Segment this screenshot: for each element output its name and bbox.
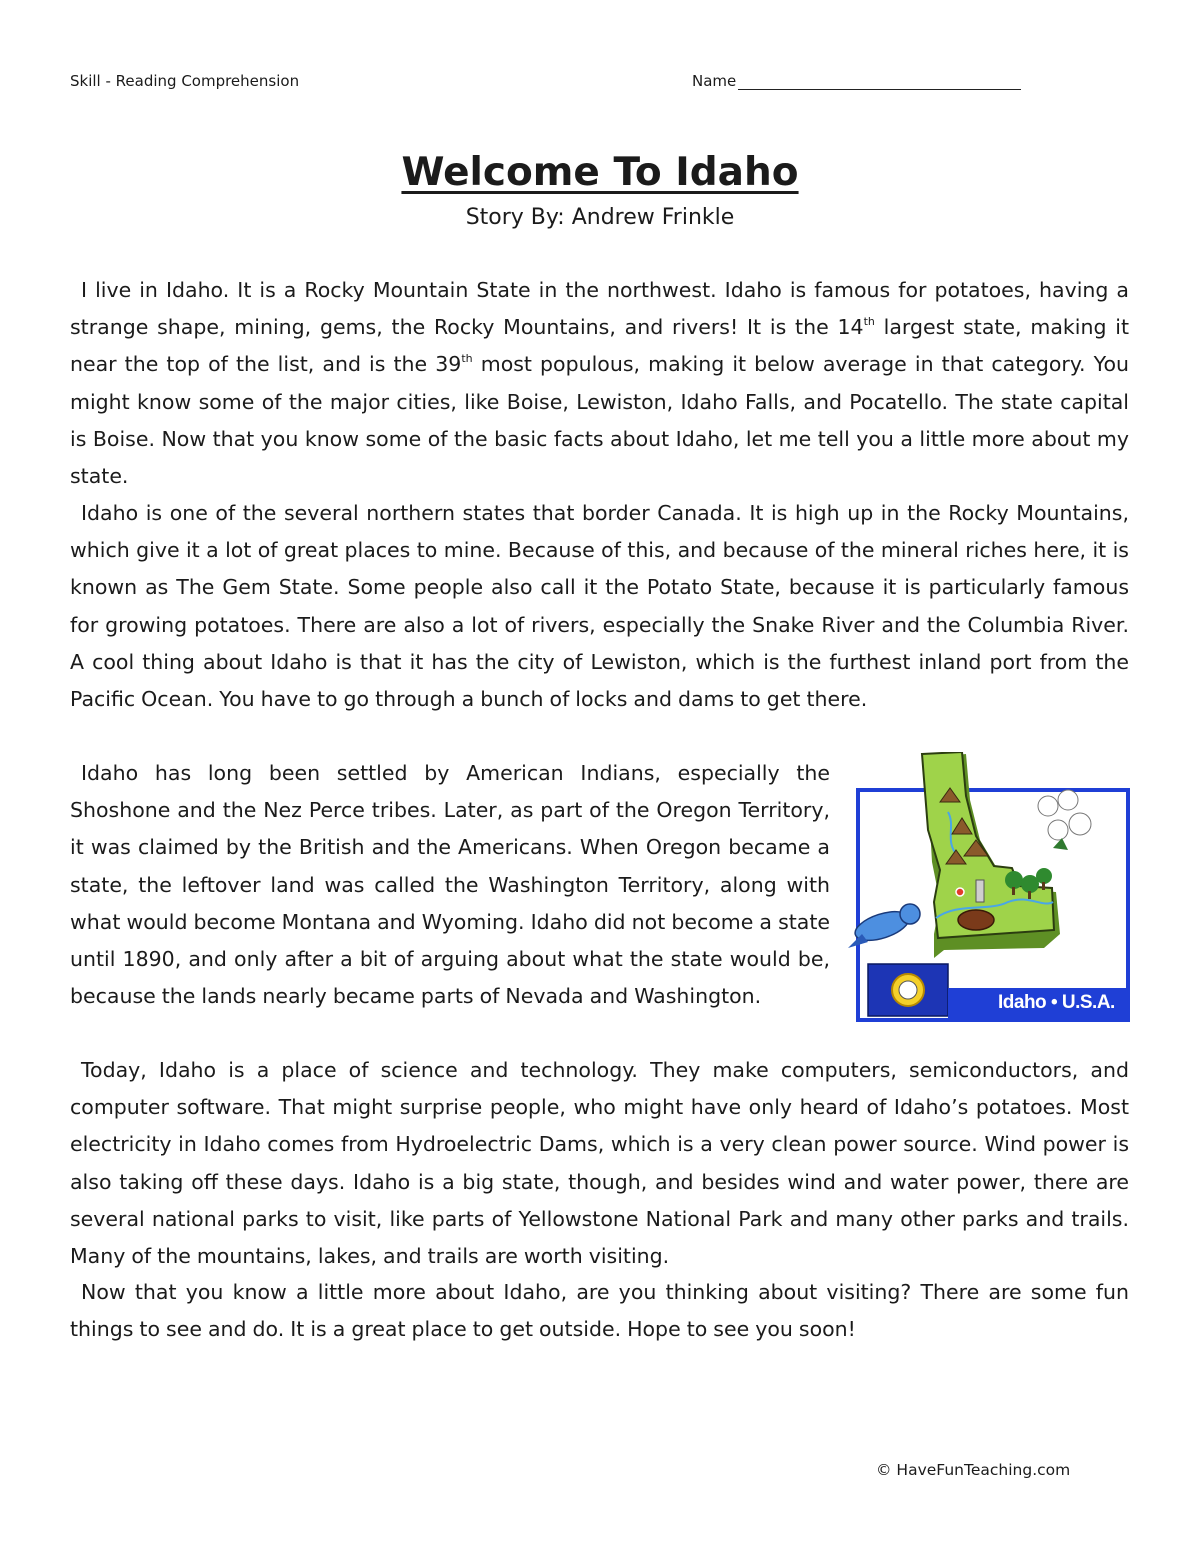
ordinal-suffix-2: th <box>461 352 473 366</box>
name-blank-line <box>738 73 1021 90</box>
figure-caption: Idaho • U.S.A. <box>998 992 1115 1013</box>
paragraph-3: Idaho has long been settled by American Indians, especially the Shoshone and the Nez Perce tribes. Later, as part of the Oregon Territory, it was claimed by the British and the Americans. When Oregon became a state, the leftover land was called the Washington Territory, along with what would become Montana and Wyoming. Idaho did not become a state until 1890, and only after a bit of arguing about what the state would be, because the lands nearly became parts of Nevada and Washington. <box>70 761 830 1009</box>
page-title: Welcome To Idaho <box>401 150 799 195</box>
paragraph-1-part-b: largest state, making it near the top of the list, and is the 39 <box>70 315 1129 377</box>
paragraph-2: Idaho is one of the several northern states that border Canada. It is high up in the Rocky Mountains, which give it a lot of great places to mine. Because of this, and because of the mineral riches here, it is known as The Gem State. Some people also call it the Potato State, because it is particularly famous for growing potatoes. There are also a lot of rivers, especially the Snake River and the Columbia River. A cool thing about Idaho is that it has the city of Lewiston, which is the furthest inland port from the Pacific Ocean. You have to go through a bunch of locks and dams to get there. <box>70 501 1129 712</box>
paragraph-1-part-a: I live in Idaho. It is a Rocky Mountain State in the northwest. Idaho is famous for potatoes, having a strange shape, mining, gems, the Rocky Mountains, and rivers! It is the 14 <box>70 278 1129 340</box>
idaho-illustration <box>848 752 1132 1024</box>
paragraph-1-part-c: most populous, making it below average in that category. You might know some of the major cities, like Boise, Lewiston, Idaho Falls, and Pocatello. The state capital is Boise. Now that you know some of the basic facts about Idaho, let me tell you a little more about my state. <box>70 352 1129 489</box>
name-field <box>692 72 1021 90</box>
paragraph-5: Now that you know a little more about Idaho, are you thinking about visiting? There are some fun things to see and do. It is a great place to get outside. Hope to see you soon! <box>70 1280 1129 1342</box>
name-label: Name <box>692 72 737 90</box>
idaho-map-icon <box>848 752 1132 1024</box>
paragraph-4: Today, Idaho is a place of science and technology. They make computers, semiconductors, and computer software. That might surprise people, who might have only heard of Idaho’s potatoes. Most electricity in Idaho comes from Hydroelectric Dams, which is a very clean power source. Wind power is also taking off these days. Idaho is a big state, though, and besides wind and water power, there are several national parks to visit, like parts of Yellowstone National Park and many other parks and trails. Many of the mountains, lakes, and trails are worth visiting. <box>70 1058 1129 1269</box>
copyright-footer: © HaveFunTeaching.com <box>876 1461 1071 1479</box>
skill-label: Skill - Reading Comprehension <box>70 72 300 90</box>
paragraph-1 <box>70 272 1129 495</box>
story-byline: Story By: Andrew Frinkle <box>465 205 735 230</box>
ordinal-suffix-1: th <box>863 315 875 329</box>
page-title-wrap <box>0 150 1200 195</box>
